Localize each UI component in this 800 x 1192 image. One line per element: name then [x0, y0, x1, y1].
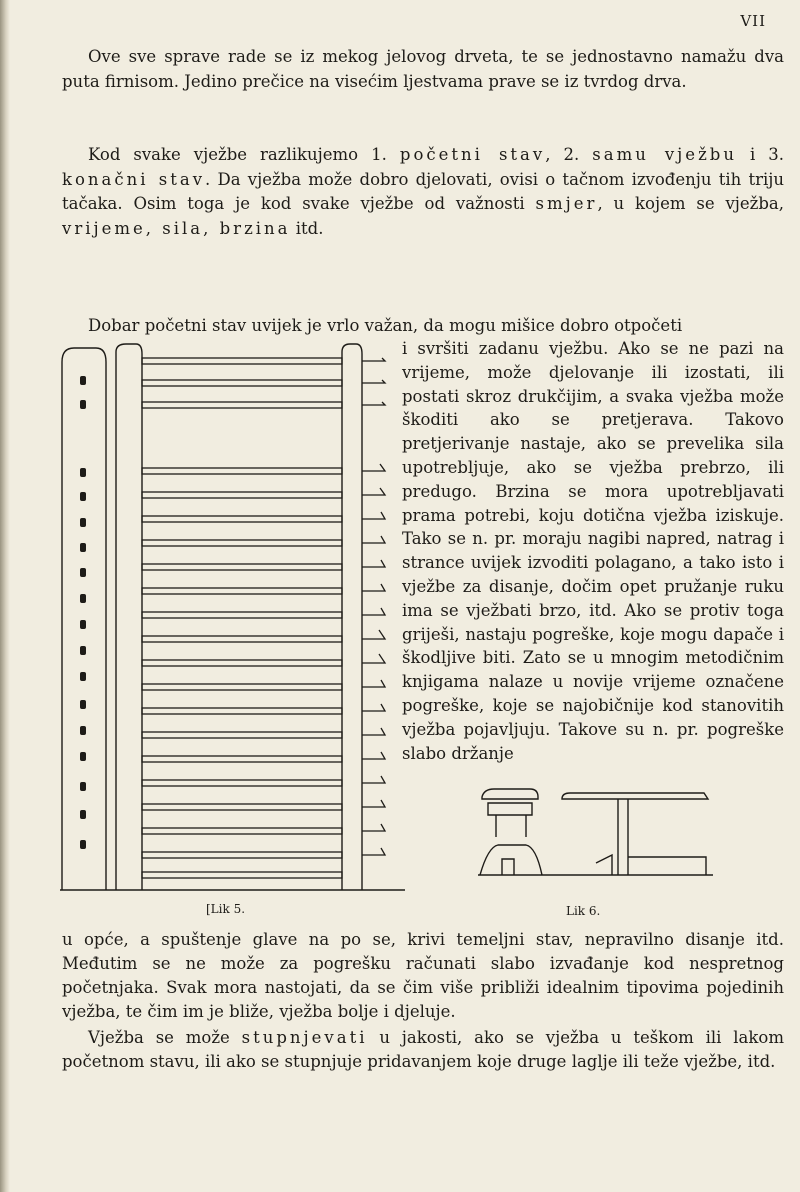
paragraph-materials: Ove sve sprave rade se iz mekog jelovog drveta, te se jednostavno namažu dva puta firnisom. Jedino prečice na visećim ljestvama prave se iz tvrdog drva. [62, 47, 784, 91]
paragraph-posture-errors: u opće, a spuštenje glave na po se, krivi temeljni stav, nepravilno disanje itd. Međutim se ne može za pogrešku računati slabo izvađanje kod nespretnog početnjaka. Svak mora nastojati, da se čim više približi idealnim tipovima pojedinih vježba, te čim im je bliže, vježba bolje i djeluje. [62, 930, 784, 1021]
text-segment: Kod svake vježbe razlikujemo 1. [88, 145, 387, 164]
text-segment: u jakosti, ako se vježba u teškom ili lakom početnom stavu, ili ako se stupnjuje pridavanjem koje druge laglje ili teže vježbe, itd. [62, 1028, 784, 1071]
term-time-force-speed: vrijeme, sila, brzina [62, 218, 291, 238]
page-number: VII [740, 12, 766, 30]
paragraph-good-stance: Dobar početni stav uvijek je vrlo važan, da mogu mišice dobro otpočeti [88, 316, 683, 335]
figure-bench [478, 785, 713, 895]
text-segment: itd. [290, 218, 324, 238]
paragraph-exercise-parts [62, 143, 784, 241]
term-direction: smjer [535, 194, 598, 213]
right-text-column [402, 337, 784, 765]
text-segment: . Da vježba može dobro djelovati, ovisi o tačnom izvođenju tih triju tačaka. Osim toga je kod svake vježbe od važnosti [62, 169, 784, 213]
paragraph-errors: i svršiti zadanu vježbu. Ako se ne pazi na vrijeme, može djelovanje ili izostati, ili postati skroz drukčijim, a svaka vježba može škoditi ako se pretjerava. Takovo pretjerivanje nastaje, ako se prevelika sila upotrebljuje, ako se vježba prebrzo, ili predugo. Brzina se mora upotrebljavati prama potrebi, koju dotična vježba iziskuje. Tako se n. pr. moraju nagibi napred, natrag i strance uvijek izvoditi polagano, a tako isto i vježbe za disanje, dočim opet pružanje ruku ima se vježbati brzo, itd. Ako se protiv toga griješi, nastaju pogreške, koje mogu dapače i škodljive biti. Zato se u mnogim metodičnim knjigama nalaze u novije vrijeme označene pogreške, koje se najobičnije kod stanovitih vježba pojavljuju. Takove su n. pr. pogreške slabo držanje [402, 339, 784, 763]
term-initial-stance: početni stav [399, 145, 546, 164]
figure-5-caption: [Lik 5. [206, 902, 246, 916]
term-final-stance: konačni stav [62, 169, 206, 189]
term-exercise-itself: samu vježbu [592, 145, 737, 164]
paragraph-grading [62, 1026, 784, 1074]
figure-6-caption: Lik 6. [566, 904, 601, 918]
text-segment: , u kojem se vježba, [597, 194, 784, 213]
term-gradation: stupnjevati [241, 1028, 368, 1047]
text-segment: i 3. [736, 145, 785, 164]
binding-edge [0, 0, 10, 1192]
text-segment: Vježba se može [88, 1028, 230, 1047]
figure-wall-bars [60, 340, 405, 892]
text-segment: , 2. [545, 145, 580, 164]
